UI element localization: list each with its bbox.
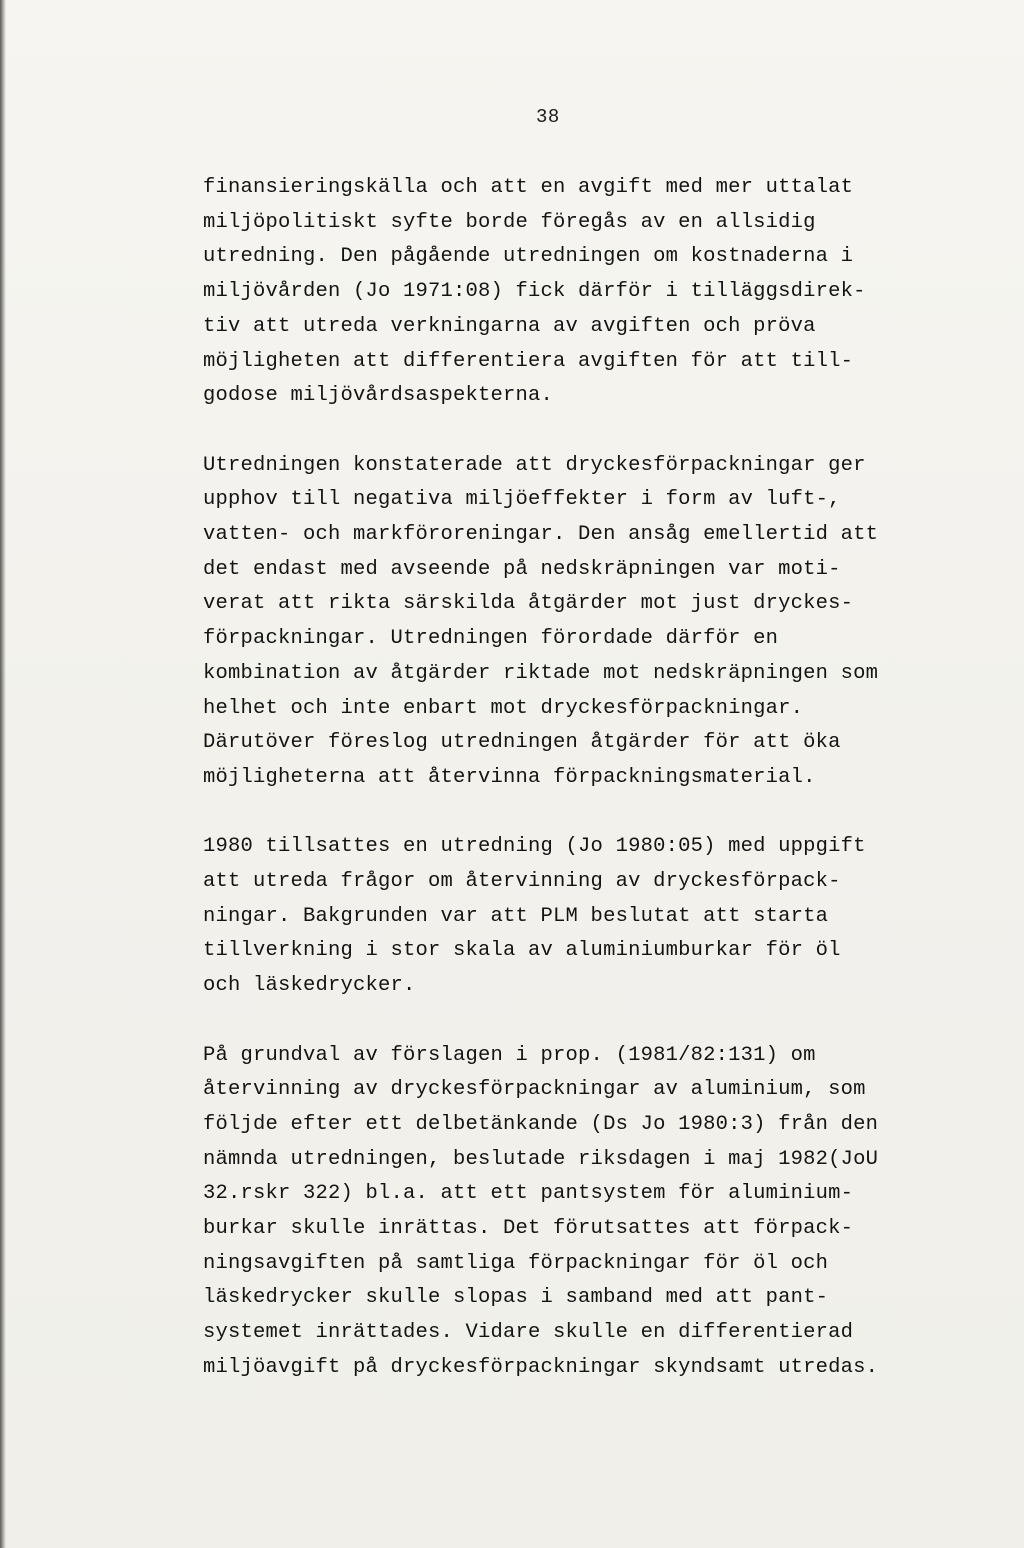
text-line: miljöavgift på dryckesförpackningar skyndsamt utredas. (203, 1355, 879, 1379)
text-line: Utredningen konstaterade att dryckesförpackningar ger (203, 453, 866, 477)
text-line: nämnda utredningen, beslutade riksdagen i maj 1982(JoU (203, 1147, 879, 1171)
paragraph-spacer (203, 1004, 1003, 1039)
page-number: 38 (536, 106, 560, 128)
text-line: burkar skulle inrättas. Det förutsattes att förpack- (203, 1217, 854, 1241)
text-line: ningar. Bakgrunden var att PLM beslutat att starta (203, 904, 829, 928)
page-edge-shadow (0, 0, 6, 1548)
text-line: möjligheten att differentiera avgiften för att till- (203, 349, 854, 373)
text-line: ningsavgiften på samtliga förpackningar för öl och (203, 1251, 829, 1275)
text-line: vatten- och markföroreningar. Den ansåg emellertid att (203, 523, 879, 547)
text-line: Därutöver föreslog utredningen åtgärder för att öka (203, 731, 841, 755)
text-line: tiv att utreda verkningarna av avgiften och pröva (203, 314, 816, 338)
text-line: återvinning av dryckesförpackningar av aluminium, som (203, 1078, 866, 1102)
text-line: På grundval av förslagen i prop. (1981/82:131) om (203, 1043, 816, 1067)
text-line: följde efter ett delbetänkande (Ds Jo 1980:3) från den (203, 1112, 879, 1136)
text-line: systemet inrättades. Vidare skulle en differentierad (203, 1321, 854, 1345)
paragraph-3 (203, 830, 1003, 1004)
text-line: läskedrycker skulle slopas i samband med att pant- (203, 1286, 829, 1310)
paragraph-spacer (203, 414, 1003, 449)
text-line: 1980 tillsattes en utredning (Jo 1980:05) med uppgift (203, 835, 866, 859)
paragraph-spacer (203, 796, 1003, 831)
text-line: upphov till negativa miljöeffekter i form av luft-, (203, 488, 841, 512)
text-line: förpackningar. Utredningen förordade därför en (203, 627, 779, 651)
paragraph-4 (203, 1039, 1003, 1386)
text-line: och läskedrycker. (203, 974, 416, 998)
text-line: 32.rskr 322) bl.a. att ett pantsystem för aluminium- (203, 1182, 854, 1206)
text-line: miljöpolitiskt syfte borde föregås av en allsidig (203, 210, 816, 234)
text-line: finansieringskälla och att en avgift med mer uttalat (203, 176, 854, 199)
body-text (203, 171, 1003, 1386)
text-line: verat att rikta särskilda åtgärder mot just dryckes- (203, 592, 854, 616)
text-line: godose miljövårdsaspekterna. (203, 384, 554, 408)
text-line: miljövården (Jo 1971:08) fick därför i tilläggsdirek- (203, 280, 866, 304)
text-line: kombination av åtgärder riktade mot nedskräpningen som (203, 661, 879, 685)
text-line: möjligheterna att återvinna förpackningsmaterial. (203, 765, 816, 789)
text-line: det endast med avseende på nedskräpningen var moti- (203, 557, 841, 581)
text-line: tillverkning i stor skala av aluminiumburkar för öl (203, 939, 841, 963)
paragraph-1 (203, 171, 1003, 414)
text-line: att utreda frågor om återvinning av dryckesförpack- (203, 870, 841, 894)
text-line: utredning. Den pågående utredningen om kostnaderna i (203, 245, 854, 269)
paragraph-2 (203, 449, 1003, 796)
text-line: helhet och inte enbart mot dryckesförpackningar. (203, 696, 804, 720)
